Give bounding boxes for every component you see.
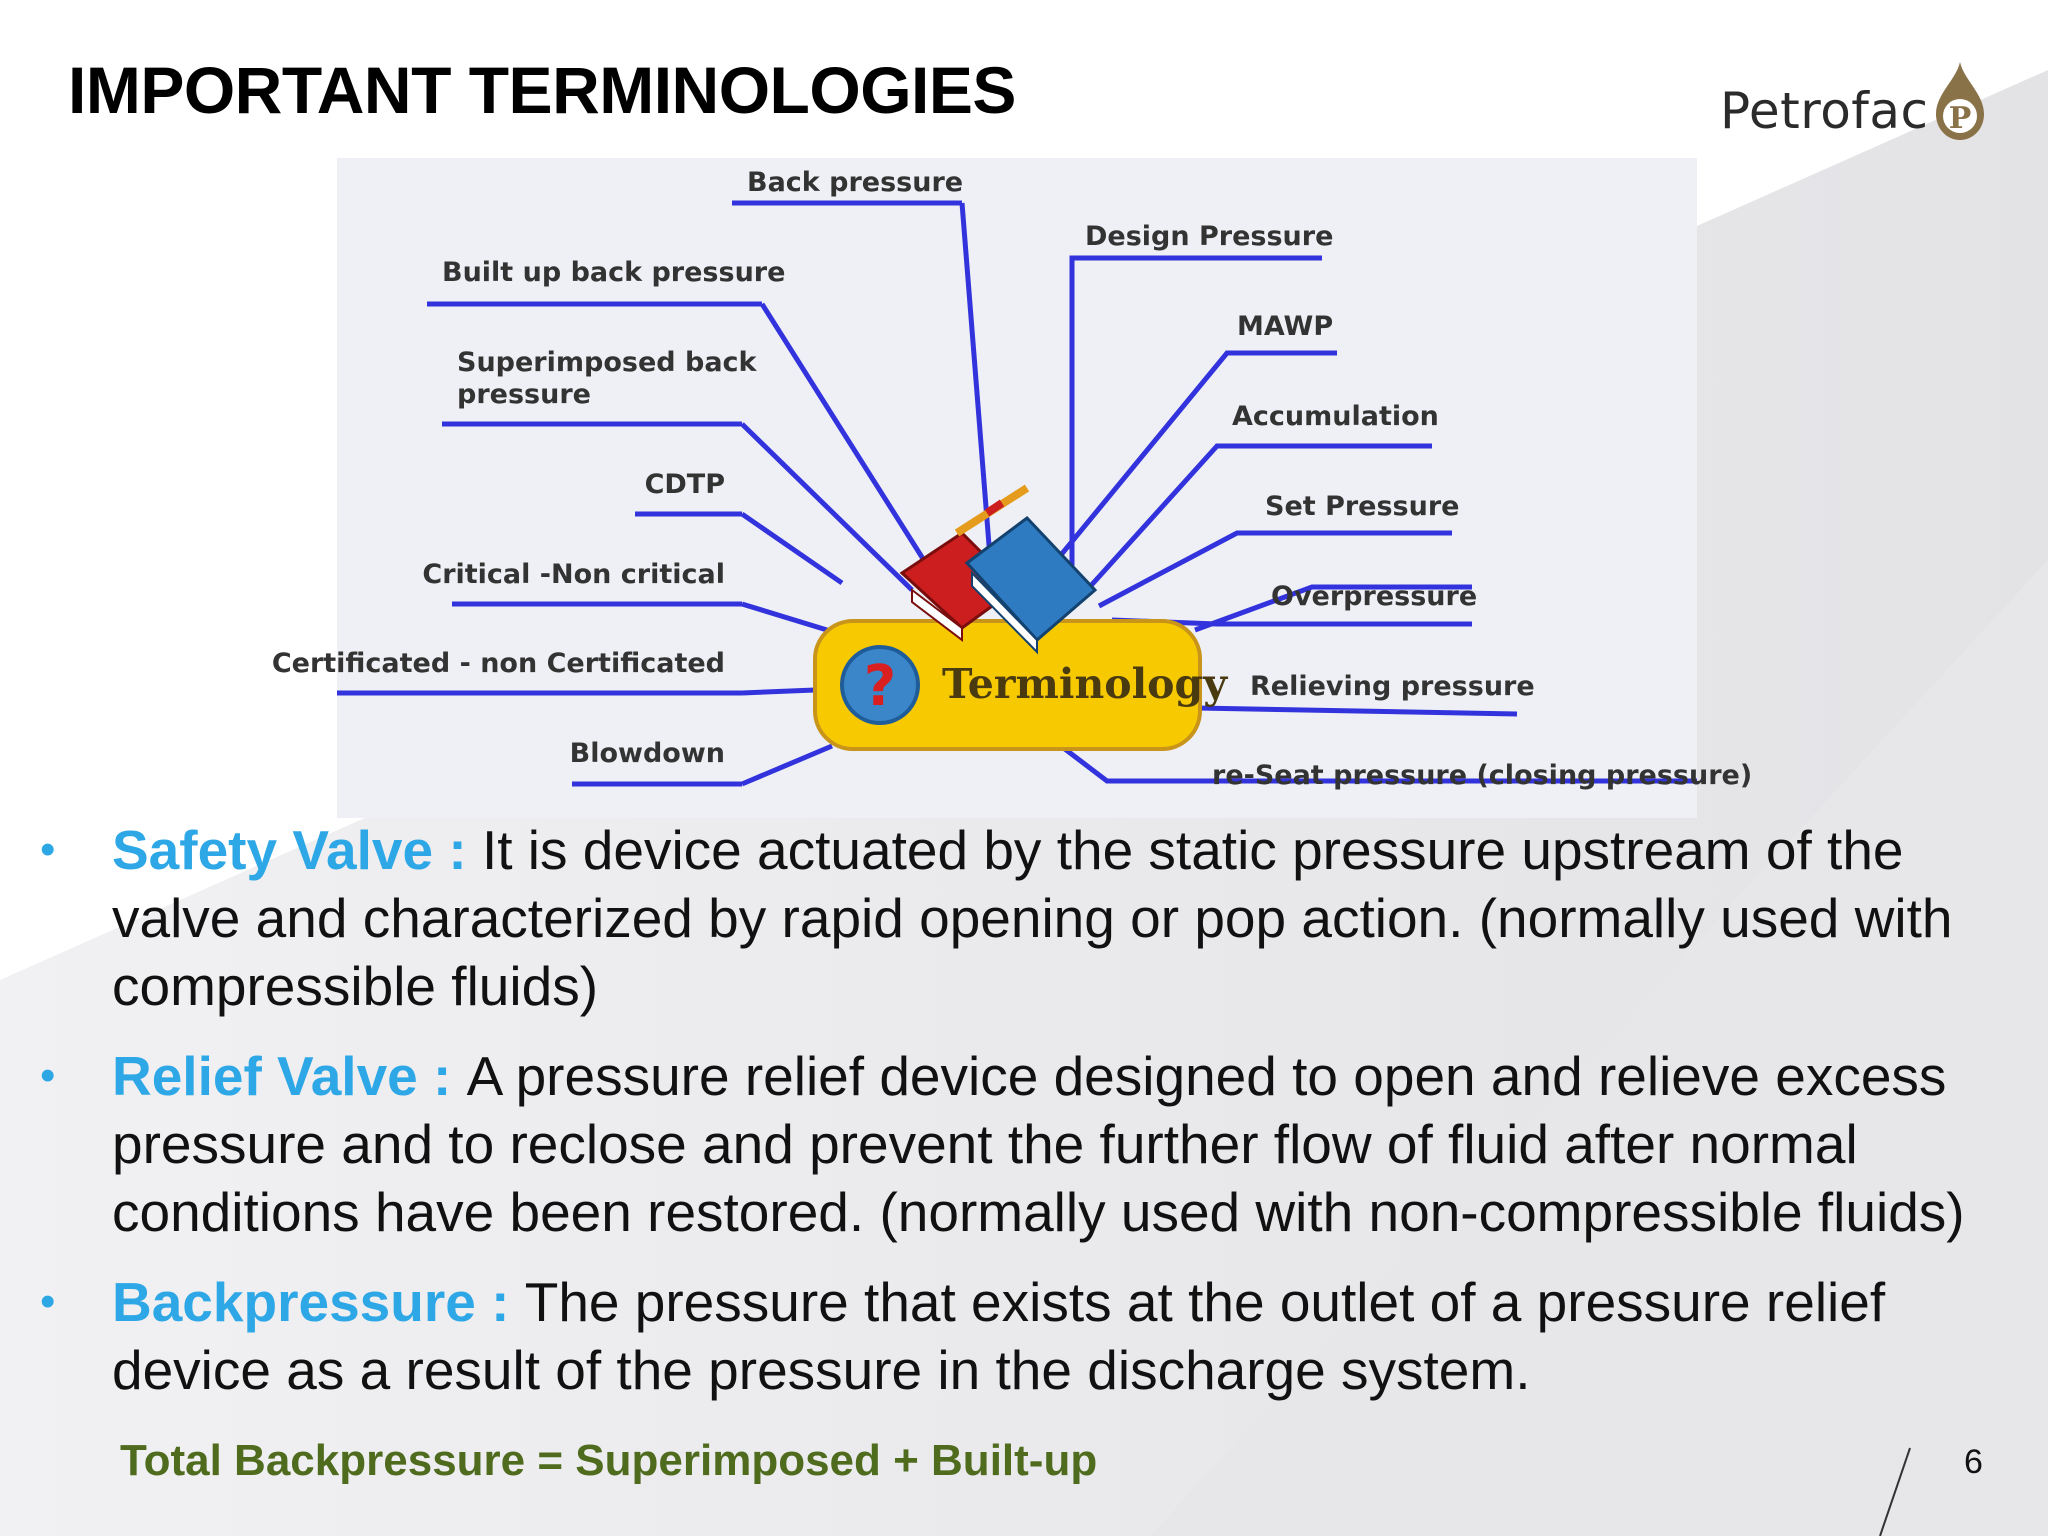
label-built-up-back-pressure: Built up back pressure [442,257,786,288]
definitions-list [40,816,2010,1426]
logo-wordmark: Petrofac [1720,82,1929,140]
logo-drop-icon [1930,60,1990,142]
label-superimposed-line2: pressure [457,379,591,410]
page-number: 6 [1964,1443,1983,1481]
definition-text: A pressure relief device designed to open and relieve excess pressure and to reclose and prevent the further flow of fluid after normal conditions have been restored. (normally used with non-compressible fluids) [112,1045,1965,1243]
definition-backpressure [40,1268,2010,1404]
label-critical: Critical -Non critical [422,559,725,590]
label-cdtp: CDTP [644,469,725,500]
label-set-pressure: Set Pressure [1265,491,1460,522]
term-backpressure: Backpressure : [112,1271,525,1333]
label-accumulation: Accumulation [1232,401,1439,432]
page-title: IMPORTANT TERMINOLOGIES [68,53,1016,127]
term-safety-valve: Safety Valve : [112,819,482,881]
label-certificated: Certificated - non Certificated [271,648,725,679]
label-relieving-pressure: Relieving pressure [1250,671,1535,702]
label-back-pressure: Back pressure [747,167,964,198]
center-label: Terminology [942,660,1228,708]
definition-relief-valve [40,1042,2010,1246]
label-reseat-pressure: re-Seat pressure (closing pressure) [1212,760,1753,791]
term-relief-valve: Relief Valve : [112,1045,467,1107]
terminology-mind-map [271,158,1753,818]
label-superimposed-line1: Superimposed back [457,347,757,378]
company-logo [1718,58,1998,148]
bullet-icon: • [40,1277,56,1326]
definition-text: It is device actuated by the static pressure upstream of the valve and characterized by rapid opening or pop action. (normally used with compressible fluids) [112,819,1953,1017]
label-blowdown: Blowdown [569,738,725,769]
label-design-pressure: Design Pressure [1085,221,1334,252]
backpressure-formula: Total Backpressure = Superimposed + Built-up [120,1436,1098,1485]
definition-text: The pressure that exists at the outlet of a pressure relief device as a result of the pressure in the discharge system. [112,1271,1886,1401]
label-overpressure: Overpressure [1271,581,1478,612]
bullet-icon: • [40,825,56,874]
definition-safety-valve [40,816,2010,1020]
bullet-icon: • [40,1051,56,1100]
svg-text:P: P [1948,101,1972,136]
svg-text:?: ? [863,654,897,719]
label-mawp: MAWP [1237,311,1334,342]
